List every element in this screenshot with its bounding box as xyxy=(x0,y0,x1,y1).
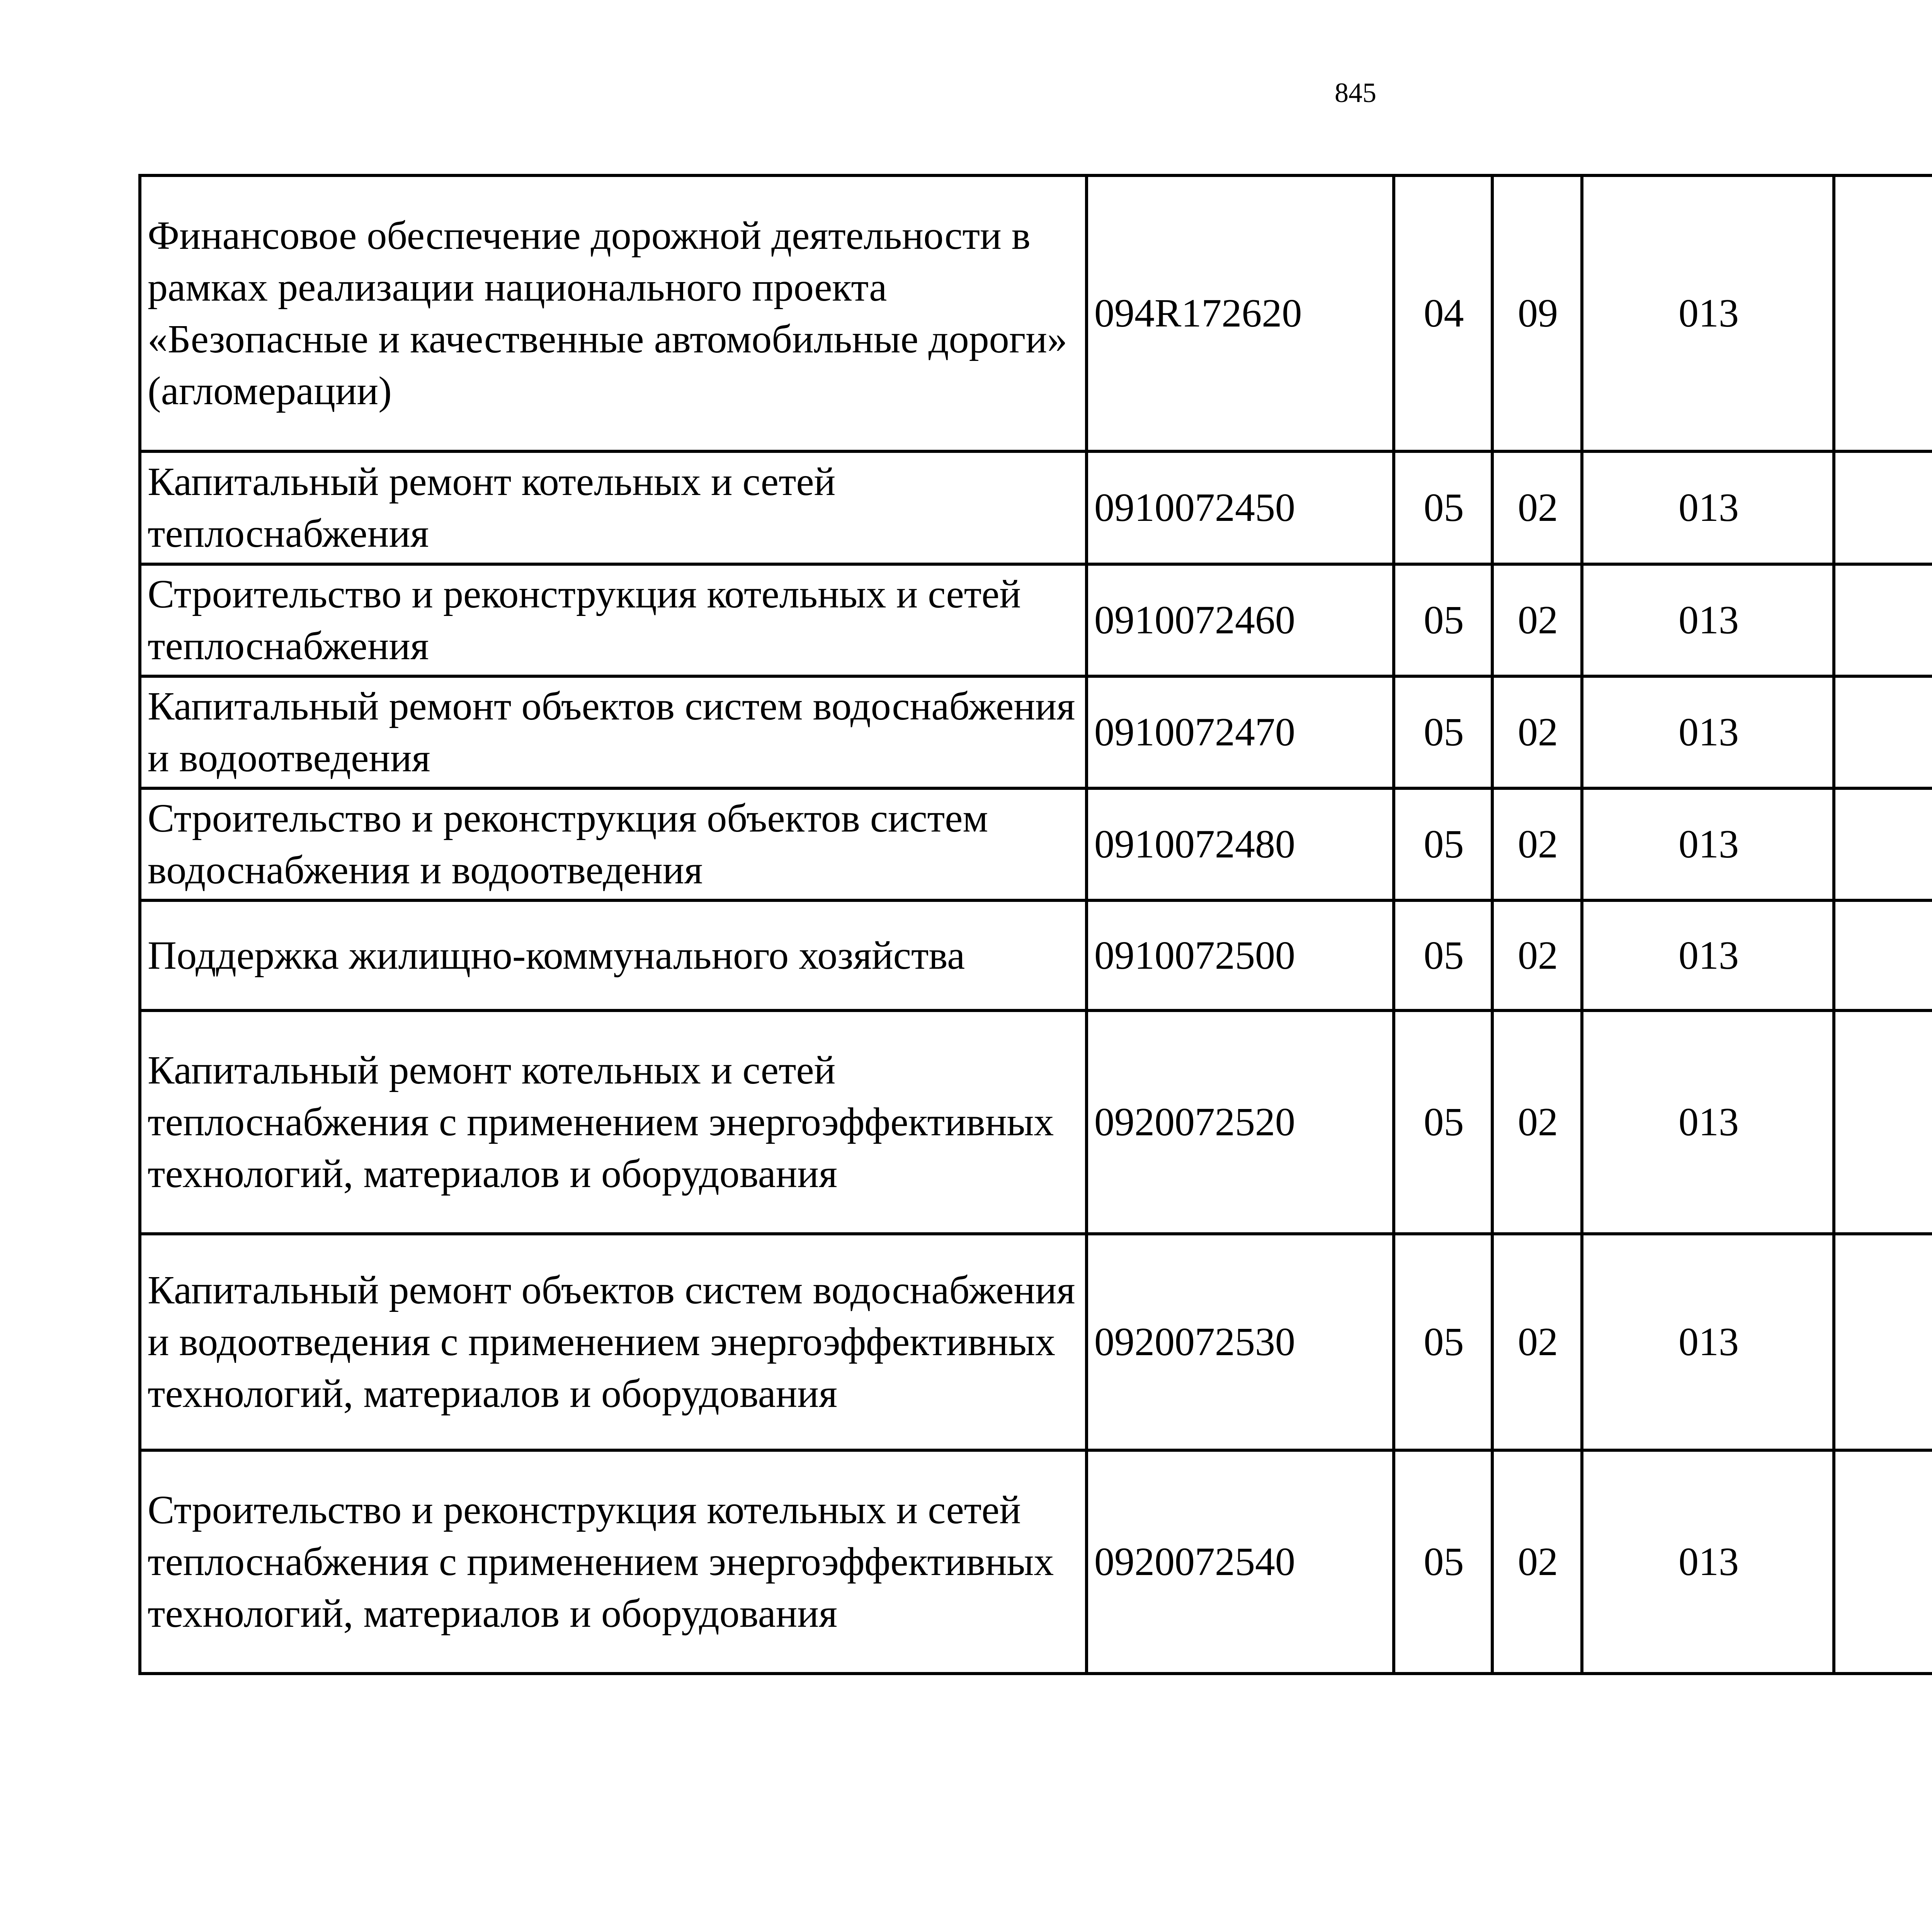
table-row xyxy=(140,564,1932,676)
row-code: 094R172620 xyxy=(1087,175,1394,451)
budget-table xyxy=(138,174,1932,1675)
row-subsection: 02 xyxy=(1492,676,1582,788)
row-section: 05 xyxy=(1394,676,1492,788)
row-type: 013 xyxy=(1582,788,1834,900)
table-row xyxy=(140,788,1932,900)
row-code: 0920072520 xyxy=(1087,1010,1394,1234)
row-value-1 xyxy=(1834,900,1932,1010)
row-value-1 xyxy=(1834,1010,1932,1234)
table-row xyxy=(140,1010,1932,1234)
row-section: 05 xyxy=(1394,788,1492,900)
row-value-1 xyxy=(1834,175,1932,451)
table-row xyxy=(140,676,1932,788)
row-code: 0920072540 xyxy=(1087,1450,1394,1674)
table-row xyxy=(140,1450,1932,1674)
row-code: 0910072500 xyxy=(1087,900,1394,1010)
row-subsection: 02 xyxy=(1492,900,1582,1010)
row-subsection: 02 xyxy=(1492,451,1582,564)
row-type: 013 xyxy=(1582,1234,1834,1450)
row-type: 013 xyxy=(1582,1010,1834,1234)
row-name: Капитальный ремонт объектов систем водоснабжения и водоотведения с применением энергоэффективных технологий, материалов и оборудования xyxy=(140,1234,1087,1450)
row-subsection: 02 xyxy=(1492,1450,1582,1674)
row-value-1 xyxy=(1834,451,1932,564)
row-name: Строительство и реконструкция котельных и сетей теплоснабжения с применением энергоэффективных технологий, материалов и оборудования xyxy=(140,1450,1087,1674)
row-value-1 xyxy=(1834,1234,1932,1450)
row-subsection: 02 xyxy=(1492,788,1582,900)
row-section: 05 xyxy=(1394,1234,1492,1450)
row-value-1 xyxy=(1834,564,1932,676)
row-subsection: 02 xyxy=(1492,1010,1582,1234)
row-code: 0910072460 xyxy=(1087,564,1394,676)
row-subsection: 02 xyxy=(1492,564,1582,676)
row-type: 013 xyxy=(1582,676,1834,788)
row-code: 0920072530 xyxy=(1087,1234,1394,1450)
row-code: 0910072450 xyxy=(1087,451,1394,564)
row-name: Поддержка жилищно-коммунального хозяйства xyxy=(140,900,1087,1010)
row-code: 0910072480 xyxy=(1087,788,1394,900)
row-name: Капитальный ремонт котельных и сетей теплоснабжения с применением энергоэффективных технологий, материалов и оборудования xyxy=(140,1010,1087,1234)
row-type: 013 xyxy=(1582,1450,1834,1674)
row-value-1 xyxy=(1834,788,1932,900)
row-value-1 xyxy=(1834,676,1932,788)
row-section: 05 xyxy=(1394,900,1492,1010)
row-name: Финансовое обеспечение дорожной деятельности в рамках реализации национального проекта «Безопасные и качественные автомобильные дороги» (агломерации) xyxy=(140,175,1087,451)
row-type: 013 xyxy=(1582,175,1834,451)
row-name: Строительство и реконструкция объектов систем водоснабжения и водоотведения xyxy=(140,788,1087,900)
row-section: 05 xyxy=(1394,564,1492,676)
row-section: 05 xyxy=(1394,1450,1492,1674)
row-name: Капитальный ремонт котельных и сетей теплоснабжения xyxy=(140,451,1087,564)
row-value-1 xyxy=(1834,1450,1932,1674)
page-number: 845 xyxy=(1335,77,1376,108)
row-type: 013 xyxy=(1582,564,1834,676)
row-subsection: 09 xyxy=(1492,175,1582,451)
row-type: 013 xyxy=(1582,451,1834,564)
row-section: 04 xyxy=(1394,175,1492,451)
table-row xyxy=(140,900,1932,1010)
table-row xyxy=(140,451,1932,564)
row-name: Строительство и реконструкция котельных и сетей теплоснабжения xyxy=(140,564,1087,676)
row-name: Капитальный ремонт объектов систем водоснабжения и водоотведения xyxy=(140,676,1087,788)
table-row xyxy=(140,175,1932,451)
row-code: 0910072470 xyxy=(1087,676,1394,788)
row-subsection: 02 xyxy=(1492,1234,1582,1450)
row-section: 05 xyxy=(1394,1010,1492,1234)
table-row xyxy=(140,1234,1932,1450)
row-section: 05 xyxy=(1394,451,1492,564)
row-type: 013 xyxy=(1582,900,1834,1010)
